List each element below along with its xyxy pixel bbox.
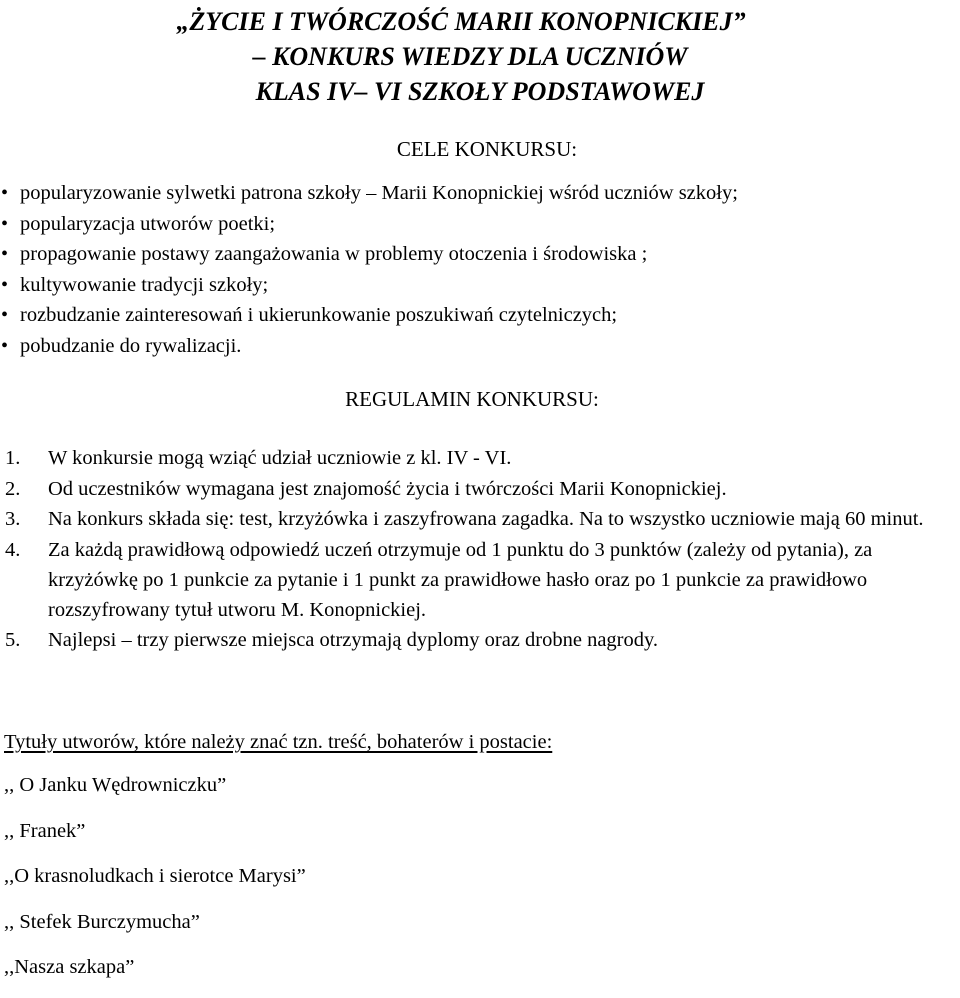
goal-item: • kultywowanie tradycji szkoły; bbox=[0, 270, 738, 301]
rule-number: 1. bbox=[5, 447, 21, 469]
rule-number: 5. bbox=[5, 629, 21, 651]
title-item: ,, Stefek Burczymucha” bbox=[4, 910, 200, 933]
rule-item bbox=[0, 625, 960, 655]
title-item: ,,Nasza szkapa” bbox=[4, 956, 135, 978]
rule-text: W konkursie mogą wziąć udział uczniowie z kl. IV - VI. bbox=[48, 447, 512, 469]
rule-item bbox=[0, 474, 960, 504]
rules-heading: REGULAMIN KONKURSU: bbox=[345, 387, 599, 411]
rule-item bbox=[0, 443, 960, 473]
title-item: ,, Franek” bbox=[4, 819, 86, 842]
title-item: ,, O Janku Wędrowniczku” bbox=[4, 774, 227, 796]
titles-heading: Tytuły utworów, które należy znać tzn. treść, bohaterów i postacie: bbox=[4, 731, 553, 753]
rule-number: 2. bbox=[5, 477, 21, 500]
title-item: ,,O krasnoludkach i sierotce Marysi” bbox=[4, 865, 306, 887]
rule-item bbox=[0, 504, 960, 534]
goal-item: • popularyzowanie sylwetki patrona szkoły – Marii Konopnickiej wśród uczniów szkoły; bbox=[0, 178, 738, 209]
rules-list bbox=[0, 443, 960, 656]
goals-list bbox=[0, 178, 738, 361]
rule-number: 3. bbox=[5, 508, 21, 530]
rule-text: Na konkurs składa się: test, krzyżówka i zaszyfrowana zagadka. Na to wszystko uczniowie mają 60 minut. bbox=[48, 508, 924, 530]
goal-item: • propagowanie postawy zaangażowania w problemy otoczenia i środowiska ; bbox=[0, 239, 738, 270]
goal-item: • popularyzacja utworów poetki; bbox=[0, 209, 738, 240]
rule-text: Najlepsi – trzy pierwsze miejsca otrzymają dyplomy oraz drobne nagrody. bbox=[48, 629, 659, 651]
rule-text: Za każdą prawidłową odpowiedź uczeń otrzymuje od 1 punktu do 3 punktów (zależy od pytania), za krzyżówkę po 1 punkcie za pytanie i 1 punkt za prawidłowe hasło oraz po 1 punkcie za prawidłowo rozszyfrowany tytuł utworu M. Konopnickiej. bbox=[48, 538, 873, 621]
rule-number: 4. bbox=[5, 538, 21, 561]
goal-item: • rozbudzanie zainteresowań i ukierunkowanie poszukiwań czytelniczych; bbox=[0, 300, 738, 331]
title-line-3: KLAS IV– VI SZKOŁY PODSTAWOWEJ bbox=[255, 77, 705, 106]
titles-list bbox=[4, 770, 306, 998]
title-line-1: „ŻYCIE I TWÓRCZOŚĆ MARII KONOPNICKIEJ” bbox=[176, 7, 746, 36]
document-title bbox=[0, 4, 960, 109]
rule-item bbox=[0, 535, 960, 625]
goal-item: • pobudzanie do rywalizacji. bbox=[0, 331, 738, 362]
goals-heading: CELE KONKURSU: bbox=[396, 137, 578, 161]
rule-text: Od uczestników wymagana jest znajomość życia i twórczości Marii Konopnickiej. bbox=[48, 477, 727, 500]
title-line-2: – KONKURS WIEDZY DLA UCZNIÓW bbox=[252, 42, 688, 71]
